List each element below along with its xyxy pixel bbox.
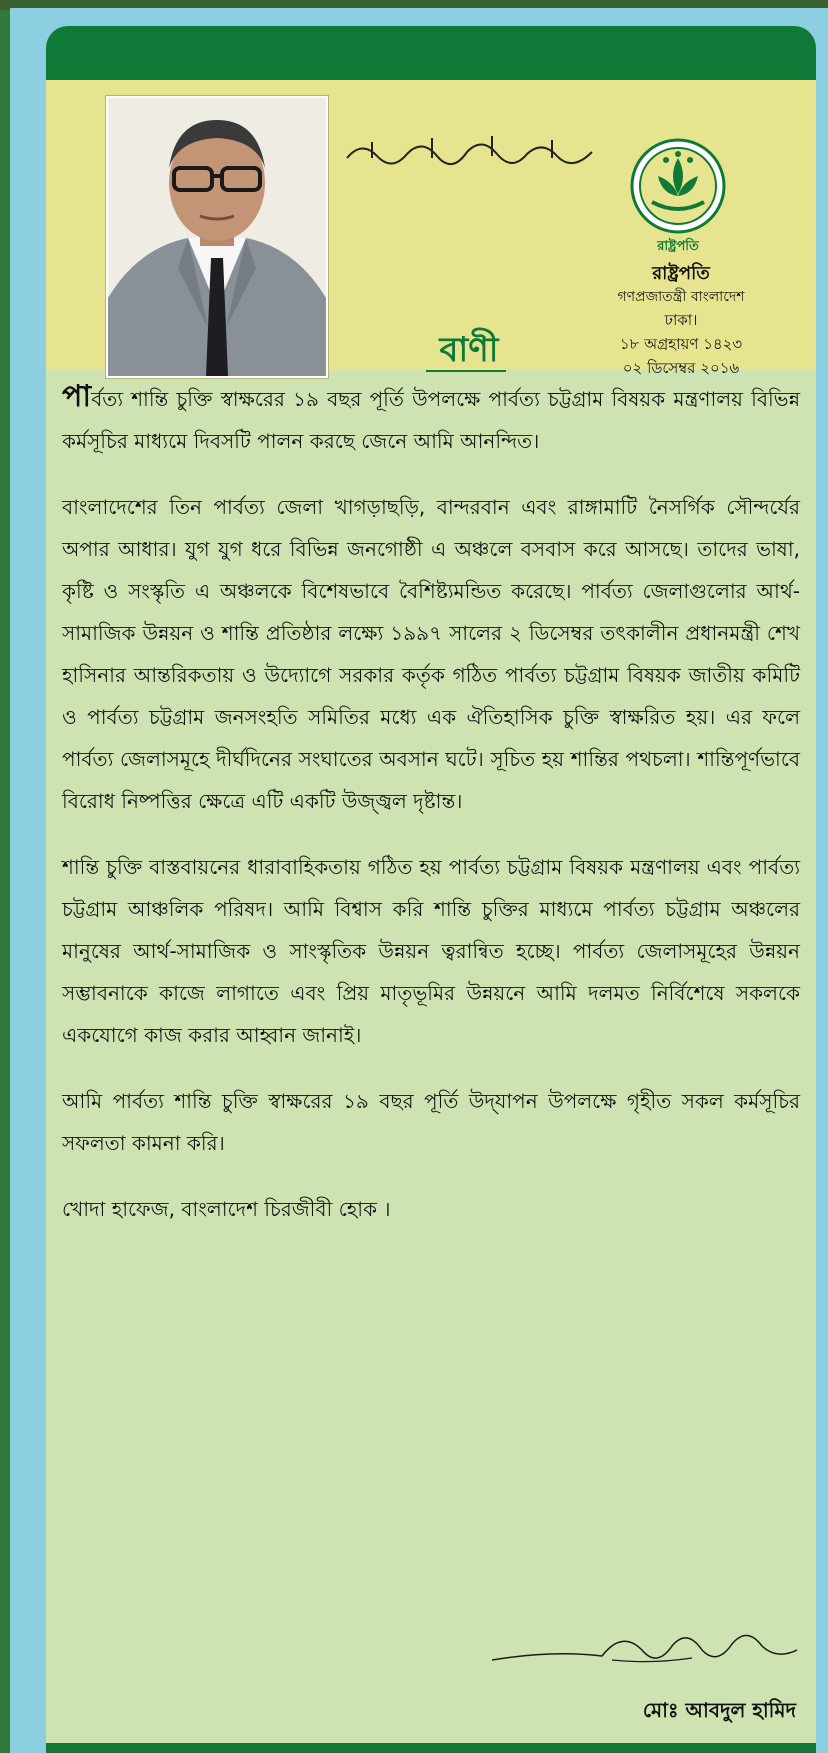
- header-band: [46, 80, 816, 377]
- message-body: [62, 376, 800, 1254]
- signer-name: মোঃ আবদুল হামিদ: [642, 1698, 796, 1722]
- paragraph-1: [62, 376, 800, 462]
- presidential-emblem-icon: [622, 136, 734, 258]
- signature-icon: [492, 1620, 802, 1680]
- emblem-label: রাষ্ট্রপতি: [657, 239, 699, 254]
- country-name: গণপ্রজাতন্ত্রী বাংলাদেশ: [617, 289, 745, 305]
- drop-cap: পা: [62, 379, 92, 414]
- date-bangla: ১৮ অগ্রহায়ণ ১৪২৩: [619, 335, 743, 353]
- paragraph-4: আমি পার্বত্য শান্তি চুক্তি স্বাক্ষরের ১৯ বছর পূর্তি উদ্‌যাপন উপলক্ষে গৃহীত সকল কর্মসূচির সফলতা কামনা করি।: [62, 1089, 800, 1155]
- bismillah-calligraphy: [342, 130, 602, 170]
- paragraph-5: খোদা হাফেজ, বাংলাদেশ চিরজীবী হোক ।: [62, 1197, 391, 1221]
- message-title: বাণী: [439, 330, 499, 370]
- card-bottom-bar: [46, 1743, 816, 1753]
- message-card: [46, 26, 816, 1753]
- office-block: [586, 262, 776, 380]
- city-name: ঢাকা।: [664, 311, 698, 329]
- title-underline: [426, 370, 506, 372]
- office-title: রাষ্ট্রপতি: [652, 263, 710, 284]
- card-top-bar: [46, 26, 816, 80]
- president-portrait: [106, 96, 328, 378]
- paragraph-1-text: র্বত্য শান্তি চুক্তি স্বাক্ষরের ১৯ বছর পূর্তি উপলক্ষে পার্বত্য চট্টগ্রাম বিষয়ক মন্ত্রণালয় বিভিন্ন কর্মসূচির মাধ্যমে দিবসটি পালন করছে জেনে আমি আনন্দিত।: [62, 387, 800, 453]
- paragraph-3: শান্তি চুক্তি বাস্তবায়নের ধারাবাহিকতায় গঠিত হয় পার্বত্য চট্টগ্রাম বিষয়ক মন্ত্রণালয় এবং পার্বত্য চট্টগ্রাম আঞ্চলিক পরিষদ। আমি বিশ্বাস করি শান্তি চুক্তির মাধ্যমে পার্বত্য চট্টগ্রাম অঞ্চলের মানুষের আর্থ-সামাজিক ও সাংস্কৃতিক উন্নয়ন ত্বরান্বিত হচ্ছে। পার্বত্য জেলাসমূহের উন্নয়ন সম্ভাবনাকে কাজে লাগাতে এবং প্রিয় মাতৃভূমির উন্নয়নে আমি দলমত নির্বিশেষে সকলকে একযোগে কাজ করার আহ্বান জানাই।: [62, 855, 800, 1047]
- date-gregorian: ০২ ডিসেম্বর ২০১৬: [622, 359, 740, 377]
- paragraph-2: বাংলাদেশের তিন পার্বত্য জেলা খাগড়াছড়ি, বান্দরবান এবং রাঙ্গামাটি নৈসর্গিক সৌন্দর্যের অপার আধার। যুগ যুগ ধরে বিভিন্ন জনগোষ্ঠী এ অঞ্চলে বসবাস করে আসছে। তাদের ভাষা, কৃষ্টি ও সংস্কৃতি এ অঞ্চলকে বিশেষভাবে বৈশিষ্ট্যমন্ডিত করেছে। পার্বত্য জেলাগুলোর আর্থ-সামাজিক উন্নয়ন ও শান্তি প্রতিষ্ঠার লক্ষ্যে ১৯৯৭ সালের ২ ডিসেম্বর তৎকালীন প্রধানমন্ত্রী শেখ হাসিনার আন্তরিকতায় ও উদ্যোগে সরকার কর্তৃক গঠিত পার্বত্য চট্টগ্রাম বিষয়ক জাতীয় কমিটি ও পার্বত্য চট্টগ্রাম জনসংহতি সমিতির মধ্যে এক ঐতিহাসিক চুক্তি স্বাক্ষরিত হয়। এর ফলে পার্বত্য জেলাসমূহে দীর্ঘদিনের সংঘাতের অবসান ঘটে। সূচিত হয় শান্তির পথচলা। শান্তিপূর্ণভাবে বিরোধ নিষ্পত্তির ক্ষেত্রে এটি একটি উজ্জ্বল দৃষ্টান্ত।: [62, 495, 800, 813]
